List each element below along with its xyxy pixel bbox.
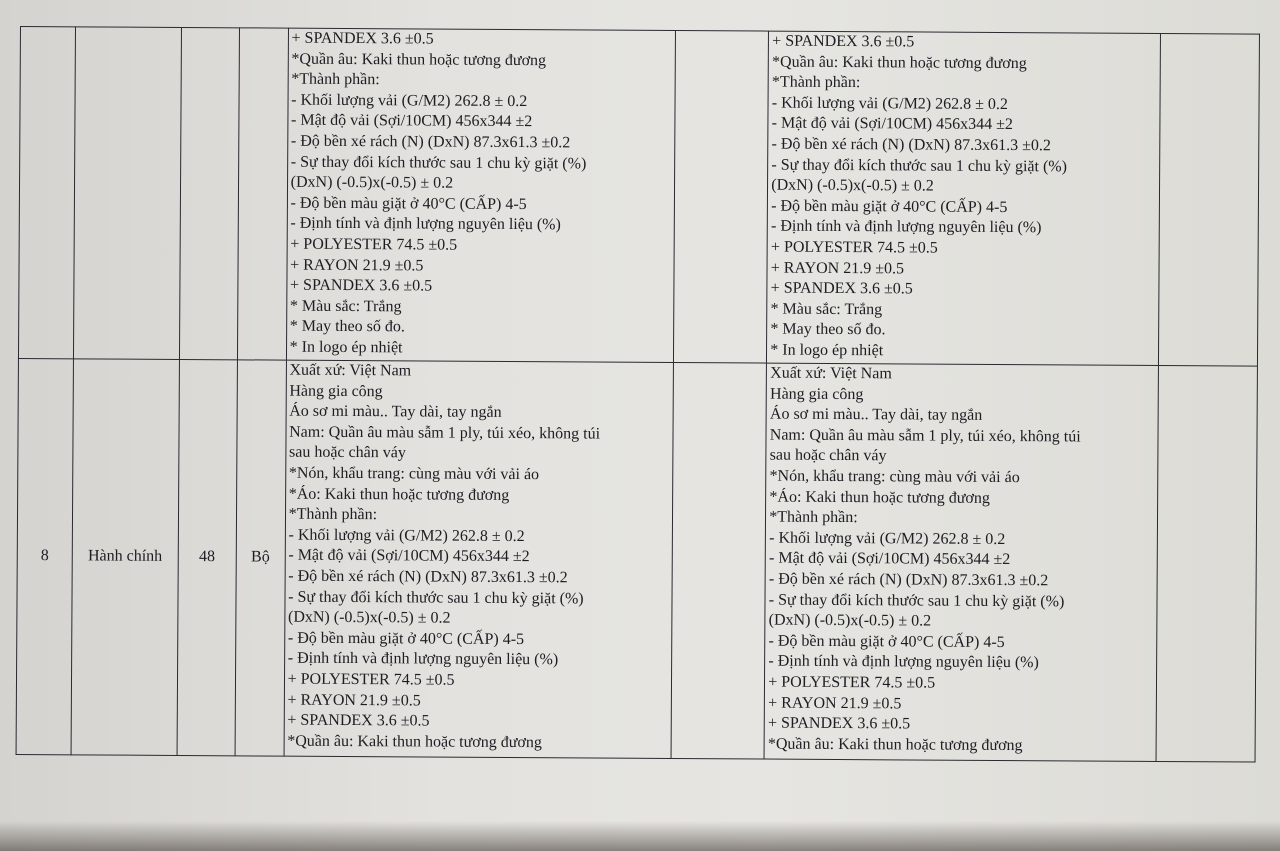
spec-line: + RAYON 21.9 ±0.5 — [768, 694, 902, 712]
spec-line: + SPANDEX 3.6 ±0.5 — [772, 32, 915, 51]
spec-line: (DxN) (-0.5)x(-0.5) ± 0.2 — [287, 608, 451, 627]
spec-line: + SPANDEX 3.6 ±0.5 — [767, 714, 911, 733]
spec-line: Nam: Quần âu màu sẫm 1 ply, túi xéo, không túi — [769, 426, 1081, 446]
specification-table — [16, 26, 1260, 763]
spec-line: Nam: Quần âu màu sẫm 1 ply, túi xéo, không túi — [289, 423, 601, 443]
quantity-cell — [179, 27, 239, 359]
spec-line: - Độ bền màu giặt ở 40°C (CẤP) 4-5 — [771, 197, 1008, 216]
spec-line: *Thành phần: — [769, 508, 858, 527]
spec-line: sau hoặc chân váy — [288, 444, 406, 462]
quantity-cell: 48 — [177, 359, 237, 755]
spec-line: - Độ bền màu giặt ở 40°C (CẤP) 4-5 — [287, 629, 525, 648]
spec-line: + POLYESTER 74.5 ±0.5 — [768, 673, 936, 692]
empty-cell — [672, 363, 767, 760]
spec-line: *Áo: Kaki thun hoặc tương đương — [769, 488, 990, 507]
spec-line: + RAYON 21.9 ±0.5 — [770, 259, 905, 277]
spec-line: *Quần âu: Kaki thun hoặc tương đương — [767, 735, 1023, 754]
spec-line: - Sự thay đổi kích thước sau 1 chu kỳ giặt (%) — [771, 156, 1068, 175]
spec-line: * May theo số đo. — [770, 320, 886, 339]
spec-line: - Mật độ vải (Sợi/10CM) 456x344 ±2 — [291, 112, 533, 131]
spec-offered-cell — [767, 31, 1161, 365]
spec-lines — [287, 361, 670, 755]
spec-line: - Mật độ vải (Sợi/10CM) 456x344 ±2 — [288, 546, 530, 566]
spec-line: Xuất xứ: Việt Nam — [289, 361, 412, 380]
spec-line: - Sự thay đổi kích thước sau 1 chu kỳ giặt (%) — [288, 588, 584, 607]
spec-line: Xuất xứ: Việt Nam — [770, 364, 892, 383]
spec-line: Áo sơ mi màu.. Tay dài, tay ngắn — [289, 402, 502, 422]
spec-line: *Thành phần: — [771, 73, 861, 92]
spec-lines — [768, 364, 1155, 758]
spec-line: - Độ bền xé rách (N) (DxN) 87.3x61.3 ±0.2 — [771, 135, 1051, 155]
spec-line: + POLYESTER 74.5 ±0.5 — [287, 670, 455, 689]
unit-cell — [237, 28, 288, 360]
spec-line: - Định tính và định lượng nguyên liệu (%) — [290, 214, 561, 234]
unit-cell: Bộ — [235, 360, 286, 756]
spec-line: sau hoặc chân váy — [769, 446, 887, 465]
spec-line: - Sự thay đổi kích thước sau 1 chu kỳ giặt (%) — [290, 153, 587, 173]
spec-line: - Độ bền xé rách (N) (DxN) 87.3x61.3 ±0.2 — [290, 132, 571, 152]
spec-line: + SPANDEX 3.6 ±0.5 — [289, 276, 433, 295]
photo-shadow — [0, 821, 1280, 851]
spec-line: + SPANDEX 3.6 ±0.5 — [291, 29, 434, 48]
empty-cell — [1156, 365, 1257, 762]
spec-line: - Sự thay đổi kích thước sau 1 chu kỳ giặt (%) — [768, 591, 1065, 610]
spec-line: + SPANDEX 3.6 ±0.5 — [287, 711, 430, 730]
spec-line: - Định tính và định lượng nguyên liệu (%) — [287, 649, 559, 669]
spec-line: * Màu sắc: Trắng — [289, 297, 402, 316]
spec-line: + POLYESTER 74.5 ±0.5 — [770, 238, 938, 257]
spec-line: *Quần âu: Kaki thun hoặc tương đương — [287, 732, 542, 751]
spec-line: *Quần âu: Kaki thun hoặc tương đương — [772, 53, 1027, 72]
spec-line: - Khối lượng vải (G/M2) 262.8 ± 0.2 — [769, 529, 1006, 548]
spec-line: + RAYON 21.9 ±0.5 — [290, 256, 424, 274]
spec-line: - Định tính và định lượng nguyên liệu (%) — [768, 652, 1039, 672]
spec-line: *Áo: Kaki thun hoặc tương đương — [288, 485, 510, 504]
department-cell — [73, 27, 181, 360]
spec-line: - Độ bền màu giặt ở 40°C (CẤP) 4-5 — [768, 632, 1005, 651]
spec-line: (DxN) (-0.5)x(-0.5) ± 0.2 — [290, 173, 454, 192]
spec-line: + RAYON 21.9 ±0.5 — [287, 691, 421, 709]
spec-line: - Độ bền xé rách (N) (DxN) 87.3x61.3 ±0.2 — [768, 570, 1049, 590]
spec-line: *Nón, khẩu trang: cùng màu với vải áo — [769, 467, 1020, 487]
spec-line: *Thành phần: — [288, 505, 378, 524]
spec-line: *Quần âu: Kaki thun hoặc tương đương — [291, 50, 547, 69]
spec-line: - Khối lượng vải (G/M2) 262.8 ± 0.2 — [771, 94, 1008, 113]
spec-line: * Màu sắc: Trắng — [770, 300, 883, 318]
spec-line: - Độ bền màu giặt ở 40°C (CẤP) 4-5 — [290, 194, 527, 213]
spec-line: - Mật độ vải (Sợi/10CM) 456x344 ±2 — [771, 114, 1013, 134]
row-number-cell — [18, 27, 75, 359]
spec-lines — [290, 29, 673, 361]
spec-line: - Khối lượng vải (G/M2) 262.8 ± 0.2 — [288, 526, 525, 545]
spec-line: Áo sơ mi màu.. Tay dài, tay ngắn — [769, 405, 983, 425]
spec-line: - Độ bền xé rách (N) (DxN) 87.3x61.3 ±0.2 — [288, 567, 568, 587]
row-number-cell: 8 — [16, 358, 73, 754]
spec-line: *Thành phần: — [291, 70, 380, 89]
table-row — [16, 358, 1257, 762]
spec-line: * In logo ép nhiệt — [289, 338, 403, 357]
spec-line: - Định tính và định lượng nguyên liệu (%) — [771, 217, 1042, 237]
empty-cell — [674, 31, 769, 364]
spec-line: * In logo ép nhiệt — [770, 341, 884, 360]
spec-required-cell — [286, 28, 676, 362]
spec-line: - Mật độ vải (Sợi/10CM) 456x344 ±2 — [768, 549, 1011, 569]
table-row — [18, 27, 1259, 367]
spec-offered-cell — [764, 363, 1158, 761]
spec-line: Hàng gia công — [289, 382, 383, 400]
spec-line: + POLYESTER 74.5 ±0.5 — [290, 235, 458, 254]
spec-lines — [770, 32, 1157, 364]
spec-line: - Khối lượng vải (G/M2) 262.8 ± 0.2 — [291, 91, 528, 110]
spec-line: * May theo số đo. — [289, 317, 405, 336]
spec-required-cell — [284, 360, 674, 758]
department-cell: Hành chính — [71, 359, 179, 756]
empty-cell — [1159, 33, 1260, 366]
spec-line: (DxN) (-0.5)x(-0.5) ± 0.2 — [771, 176, 934, 195]
spec-line: *Nón, khẩu trang: cùng màu với vải áo — [288, 464, 540, 484]
spec-line: Hàng gia công — [769, 385, 864, 403]
spec-line: + SPANDEX 3.6 ±0.5 — [770, 279, 913, 298]
spec-line: (DxN) (-0.5)x(-0.5) ± 0.2 — [768, 611, 932, 630]
